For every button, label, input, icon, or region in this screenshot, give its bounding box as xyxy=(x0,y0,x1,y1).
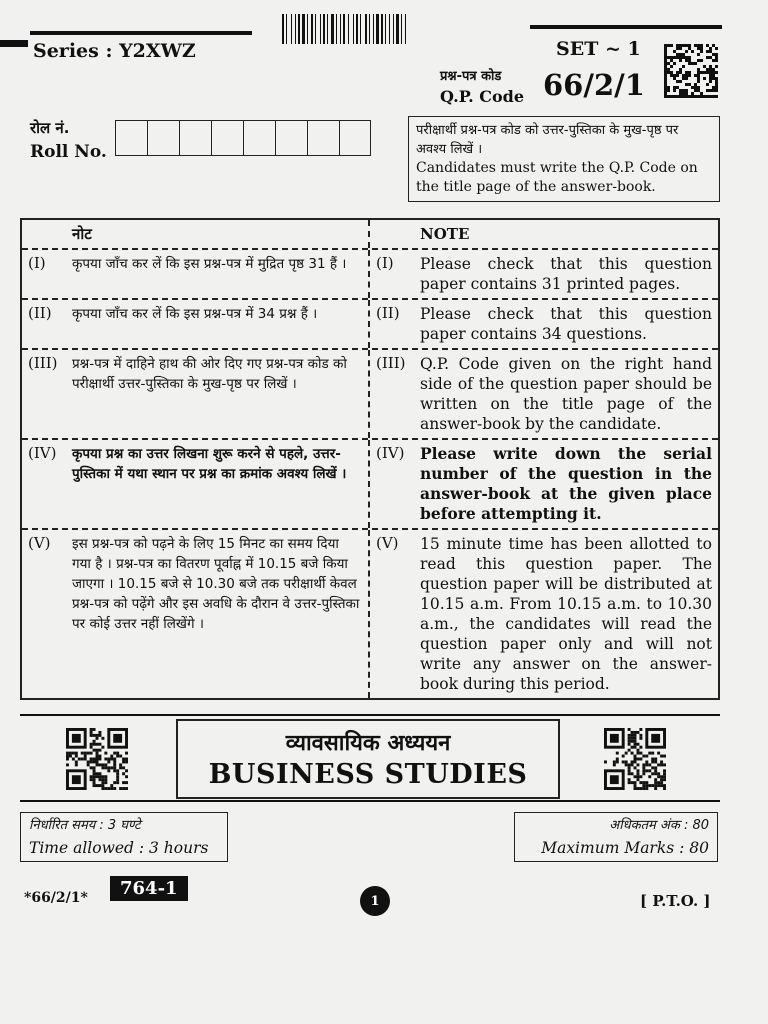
subject-box xyxy=(176,719,560,799)
roll-label-en: Roll No. xyxy=(30,142,107,162)
roll-box[interactable] xyxy=(147,120,179,156)
note-text-hi: कृपया प्रश्न का उत्तर लिखना शुरू करने से पहले, उत्तर-पुस्तिका में यथा स्थान पर प्रश्न का क्रमांक अवश्य लिखें । xyxy=(72,446,347,482)
time-box xyxy=(20,812,228,862)
qp-code-value: 66/2/1 xyxy=(543,68,645,102)
note-text-hi: प्रश्न-पत्र में दाहिने हाथ की ओर दिए गए प्रश्न-पत्र कोड को परीक्षार्थी उत्तर-पुस्तिका के मुख-पृष्ठ पर लिखें । xyxy=(72,356,347,392)
notes-header-hi: नोट xyxy=(72,225,92,243)
roll-box[interactable] xyxy=(211,120,243,156)
roll-box[interactable] xyxy=(307,120,339,156)
note-num-hi: (III) xyxy=(28,354,58,372)
note-num-en: (V) xyxy=(376,534,399,552)
candidate-notice-box xyxy=(408,116,720,202)
notes-row xyxy=(22,528,718,698)
time-hi: निर्धारित समय : 3 घण्टे xyxy=(29,818,141,833)
set-label: SET ~ 1 xyxy=(556,38,641,60)
note-num-hi: (II) xyxy=(28,304,52,322)
roll-box[interactable] xyxy=(243,120,275,156)
barcode-icon xyxy=(282,14,474,44)
header-rule-left xyxy=(30,31,252,35)
qr-code-icon xyxy=(604,728,666,790)
note-num-en: (I) xyxy=(376,254,394,272)
candidate-notice-en: Candidates must write the Q.P. Code on the title page of the answer-book. xyxy=(416,160,698,195)
marks-en: Maximum Marks : 80 xyxy=(541,839,709,857)
note-num-hi: (I) xyxy=(28,254,46,272)
candidate-notice-hi: परीक्षार्थी प्रश्न-पत्र कोड को उत्तर-पुस्तिका के मुख-पृष्ठ पर अवश्य लिखें । xyxy=(416,123,679,157)
note-text-en: Please check that this question paper contains 34 questions. xyxy=(420,305,712,343)
note-text-hi: कृपया जाँच कर लें कि इस प्रश्न-पत्र में मुद्रित पृष्ठ 31 हैं । xyxy=(72,256,347,272)
paper-code: *66/2/1* xyxy=(24,890,88,906)
section-divider xyxy=(20,714,720,716)
qp-code-label-hi: प्रश्न-पत्र कोड xyxy=(440,69,502,84)
note-num-hi: (IV) xyxy=(28,444,57,462)
note-num-en: (II) xyxy=(376,304,400,322)
time-en: Time allowed : 3 hours xyxy=(29,839,209,857)
note-text-en: Please write down the serial number of the question in the answer-book at the given place before attempting it. xyxy=(420,444,712,523)
note-text-hi: कृपया जाँच कर लें कि इस प्रश्न-पत्र में 34 प्रश्न हैं । xyxy=(72,306,318,322)
notes-header-en: NOTE xyxy=(420,225,470,243)
roll-label-hi: रोल नं. xyxy=(30,119,70,137)
roll-number-boxes[interactable] xyxy=(115,120,371,156)
note-text-en: Please check that this question paper contains 31 printed pages. xyxy=(420,255,712,293)
code-box: 764-1 xyxy=(110,876,188,901)
note-num-hi: (V) xyxy=(28,534,51,552)
datamatrix-code-icon xyxy=(664,44,718,98)
marks-hi: अधिकतम अंक : 80 xyxy=(609,818,709,833)
page-number: 1 xyxy=(360,886,390,916)
top-left-bar xyxy=(0,40,28,47)
pto-label: [ P.T.O. ] xyxy=(640,892,711,910)
roll-box[interactable] xyxy=(115,120,147,156)
notes-table xyxy=(20,218,720,700)
marks-box xyxy=(514,812,718,862)
notes-header-row xyxy=(22,220,718,248)
subject-hi: व्यावसायिक अध्ययन xyxy=(285,731,451,756)
section-divider xyxy=(20,800,720,802)
qr-code-icon xyxy=(66,728,128,790)
note-text-en: 15 minute time has been allotted to read this question paper. The question paper will be distributed at 10.15 a.m. From 10.15 a.m. to 10.30 a.m., the candidates will read the question paper only and will not write any answer on the answer-book during this period. xyxy=(420,535,712,693)
notes-row xyxy=(22,438,718,528)
notes-row xyxy=(22,298,718,348)
notes-row xyxy=(22,248,718,298)
note-num-en: (IV) xyxy=(376,444,405,462)
roll-box[interactable] xyxy=(339,120,371,156)
qp-code-label-en: Q.P. Code xyxy=(440,87,525,106)
note-num-en: (III) xyxy=(376,354,406,372)
series-label: Series : Y2XWZ xyxy=(33,40,196,62)
roll-box[interactable] xyxy=(179,120,211,156)
subject-en: BUSINESS STUDIES xyxy=(208,759,528,790)
header-rule-right xyxy=(530,25,722,29)
note-text-hi: इस प्रश्न-पत्र को पढ़ने के लिए 15 मिनट का समय दिया गया है । प्रश्न-पत्र का वितरण पूर्वाह्न में 10.15 बजे किया जाएगा । 10.15 बजे से 10.30 बजे तक परीक्षार्थी केवल प्रश्न-पत्र को पढ़ेंगे और इस अवधि के दौरान वे उत्तर-पुस्तिका पर कोई उत्तर नहीं लिखेंगे । xyxy=(72,536,360,632)
roll-box[interactable] xyxy=(275,120,307,156)
note-text-en: Q.P. Code given on the right hand side of the question paper should be written on the title page of the answer-book by the candidate. xyxy=(420,355,712,433)
notes-row xyxy=(22,348,718,438)
